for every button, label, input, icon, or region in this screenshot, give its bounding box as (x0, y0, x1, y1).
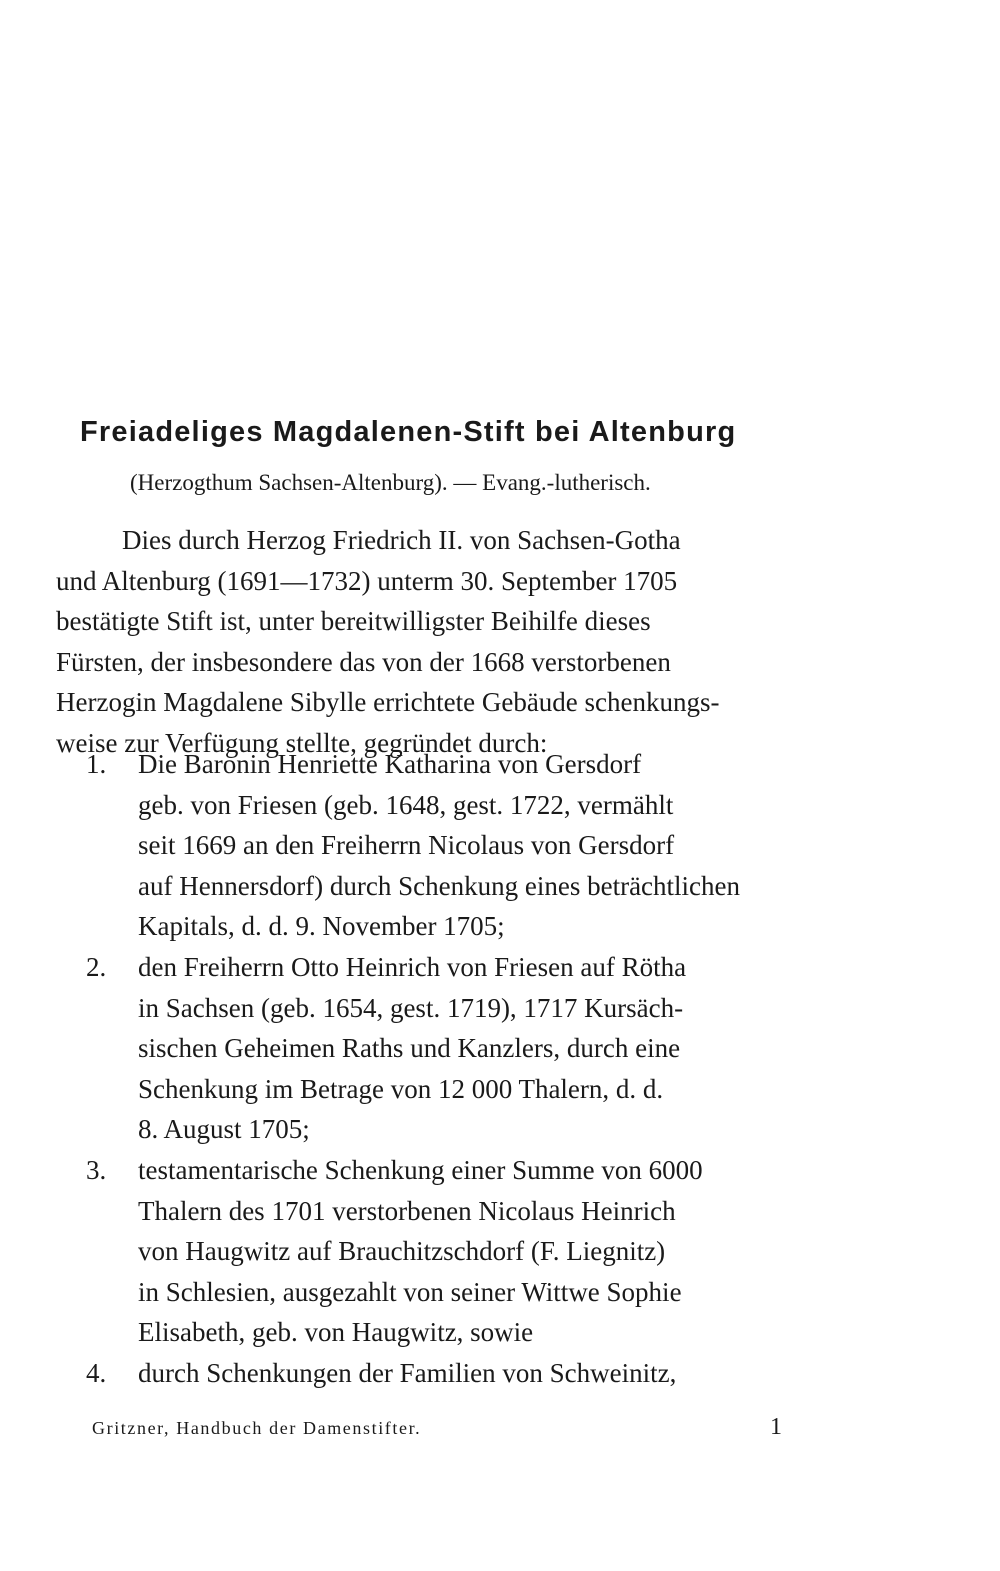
text-line: weise zur Verfügung stellte, gegründet durch: (56, 727, 548, 758)
text-line: in Sachsen (geb. 1654, gest. 1719), 1717 Kursäch- (138, 992, 684, 1023)
text-line: geb. von Friesen (geb. 1648, gest. 1722, vermählt (138, 789, 674, 820)
text-line: Elisabeth, geb. von Haugwitz, sowie (138, 1317, 534, 1348)
page-subtitle: (Herzogthum Sachsen-Altenburg). — Evang.-lutherisch. (130, 470, 651, 495)
item-number: 2. (86, 951, 107, 982)
list-item (56, 1150, 912, 1353)
text-line: auf Hennersdorf) durch Schenkung eines beträchtlichen (138, 870, 741, 901)
text-line: durch Schenkungen der Familien von Schweinitz, (138, 1357, 677, 1388)
text-line: sischen Geheimen Raths und Kanzlers, durch eine (138, 1033, 681, 1064)
item-text (138, 1150, 912, 1353)
list-item (56, 947, 912, 1150)
text-line: Die Baronin Henriette Katharina von Gersdorf (138, 749, 642, 779)
text-line: Fürsten, der insbesondere das von der 1668 verstorbenen (56, 646, 671, 677)
text-line: 8. August 1705; (138, 1114, 310, 1145)
text-line: Schenkung im Betrage von 12 000 Thalern, d. d. (138, 1073, 664, 1104)
page-title: Freiadeliges Magdalenen-Stift bei Altenburg (80, 416, 737, 448)
text-line: und Altenburg (1691—1732) unterm 30. September 1705 (56, 565, 678, 596)
text-line: bestätigte Stift ist, unter bereitwilligster Beihilfe dieses (56, 606, 651, 637)
text-line: testamentarische Schenkung einer Summe von 6000 (138, 1154, 703, 1185)
founders-list (56, 744, 912, 1394)
item-text (138, 1353, 912, 1394)
list-item (56, 1353, 912, 1394)
text-line: Dies durch Herzog Friedrich II. von Sachsen-Gotha (122, 525, 681, 555)
text-line: den Freiherrn Otto Heinrich von Friesen auf Rötha (138, 951, 687, 982)
item-number: 4. (86, 1357, 107, 1388)
item-number: 3. (86, 1154, 107, 1185)
text-line: seit 1669 an den Freiherrn Nicolaus von Gersdorf (138, 830, 675, 861)
item-number: 1. (86, 749, 107, 779)
text-line: Herzogin Magdalene Sibylle errichtete Gebäude schenkungs- (56, 687, 720, 718)
item-text (138, 947, 912, 1150)
footer-source: Gritzner, Handbuch der Damenstifter. (92, 1418, 422, 1438)
list-item (56, 744, 912, 947)
page-footer (92, 1414, 912, 1440)
text-line: von Haugwitz auf Brauchitzschdorf (F. Liegnitz) (138, 1236, 666, 1267)
page-number: 1 (770, 1414, 782, 1440)
item-text (138, 744, 912, 947)
text-line: in Schlesien, ausgezahlt von seiner Wittwe Sophie (138, 1276, 682, 1307)
intro-paragraph (56, 520, 912, 764)
text-line: Thalern des 1701 verstorbenen Nicolaus Heinrich (138, 1195, 676, 1226)
text-line: Kapitals, d. d. 9. November 1705; (138, 911, 505, 942)
